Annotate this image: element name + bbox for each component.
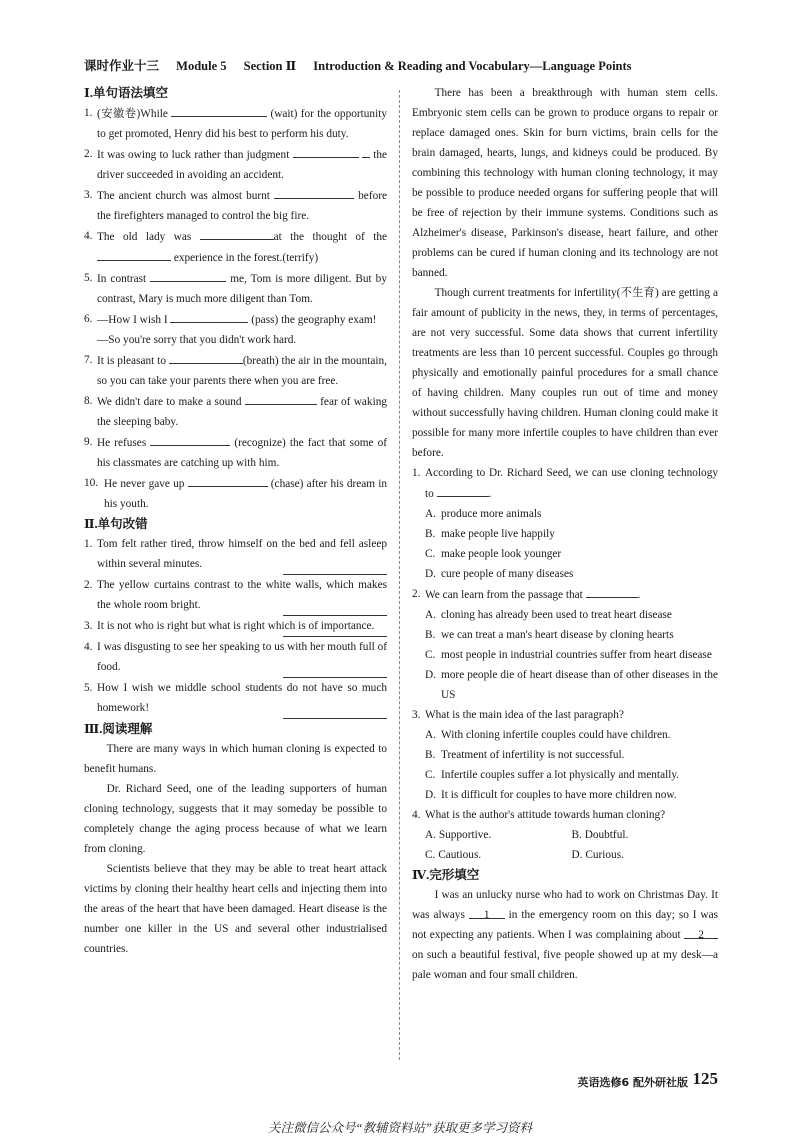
reading-question: 4. What is the author's attitude towards human cloning? <box>412 809 666 821</box>
page-number: 125 <box>692 1069 718 1088</box>
reading-question: 3. What is the main idea of the last paragraph? <box>412 709 624 721</box>
reading-question: 2. We can learn from the passage that . <box>412 584 718 605</box>
answer-blank[interactable] <box>170 309 248 323</box>
grammar-q10: 10. He never gave up (chase) after his dream in his youth. <box>84 473 387 514</box>
cloze-paragraph: I was an unlucky nurse who had to work on Christmas Day. It was always 1 in the emergency room on this day; so I was not expecting any patients. When I was complaining about 2 on such a beautiful festival, five people showed up at my desk—a pale woman and four small children. <box>412 889 718 981</box>
column-divider <box>399 90 400 1060</box>
lesson-label: 课时作业十三 <box>84 59 160 73</box>
option-choice[interactable]: A. Supportive. <box>425 829 492 841</box>
option-choice[interactable]: D. It is difficult for couples to have more children now. <box>425 789 677 801</box>
section2-title: Ⅱ.单句改错 <box>84 517 148 531</box>
grammar-q8: 8. We didn't dare to make a sound fear of waking the sleeping baby. <box>84 391 387 432</box>
grammar-q9: 9. He refuses (recognize) the fact that some of his classmates are catching up with him. <box>84 432 387 473</box>
left-column <box>84 83 387 959</box>
answer-blank[interactable] <box>150 268 226 282</box>
correction-blank[interactable] <box>283 718 387 719</box>
option-choice[interactable]: A. produce more animals <box>425 508 542 520</box>
answer-blank[interactable] <box>200 226 274 240</box>
passage-paragraph: There are many ways in which human cloning is expected to benefit humans. <box>84 743 387 775</box>
answer-blank[interactable] <box>586 584 638 598</box>
module-label: Module 5 <box>176 59 227 73</box>
passage-paragraph: Scientists believe that they may be able to treat heart attack victims by cloning their healthy heart cells and injecting them into the areas of the heart that have been damaged. Heart disease is the number one killer in the US and several other industrialised countries. <box>84 863 387 955</box>
passage-paragraph: Though current treatments for infertility(不生育) are getting a fair amount of publicity in the news, they, in terms of percentages, are not very successful. Some data shows that current infertility treatments are less than 10 percent successful. Couples go through physically and emotionally painful procedures for a small chance of having children. Many couples run out of time and money without successfully having children. Human cloning could make it possible for many more infertile couples to have children than ever before. <box>412 287 718 459</box>
option-choice[interactable]: C. Cautious. <box>425 849 482 861</box>
correction-item: 5. How I wish we middle school students do not have so much homework! <box>84 678 387 719</box>
passage-paragraph: Dr. Richard Seed, one of the leading supporters of human cloning technology, suggests that it may someday be possible to completely change the aging process because of what we learn from cloning. <box>84 783 387 855</box>
correction-item: 3. It is not who is right but what is right which is of importance. <box>84 616 387 637</box>
passage-paragraph: There has been a breakthrough with human stem cells. Embryonic stem cells can be grown to produce organs to repair or replace damaged ones. Skin for burn victims, brain cells for the brain damaged, hearts, lungs, and kidneys could be produced. By combining this technology with human cloning technology, it may be possible to produce needed organs for suffering people that will be free of rejection by their immune systems. Conditions such as Alzheimer's disease, Parkinson's disease, heart failure, and other problems can be cured if human cloning and its technology are not banned. <box>412 87 718 279</box>
option-choice[interactable]: C. most people in industrial countries suffer from heart disease <box>425 649 712 661</box>
grammar-q3: 3. The ancient church was almost burnt before the firefighters managed to control the big fire. <box>84 185 387 226</box>
cloze-blank-2[interactable]: 2 <box>684 925 718 939</box>
option-choice[interactable]: C. make people look younger <box>425 548 562 560</box>
option-choice[interactable]: A. With cloning infertile couples could have children. <box>425 729 671 741</box>
answer-blank[interactable] <box>437 483 489 497</box>
option-choice[interactable]: B. we can treat a man's heart disease by cloning hearts <box>425 629 674 641</box>
option-choice[interactable]: D. Curious. <box>571 849 624 861</box>
answer-blank[interactable] <box>274 185 354 199</box>
page-header <box>84 56 734 74</box>
footer-note: 关注微信公众号“教辅资料站”获取更多学习资料 <box>268 1121 532 1135</box>
option-choice[interactable]: D. more people die of heart disease than of other diseases in the US <box>425 669 718 701</box>
option-choice[interactable]: A. cloning has already been used to treat heart disease <box>425 609 672 621</box>
correction-list <box>84 534 387 719</box>
topic-label: Introduction & Reading and Vocabulary—Language Points <box>313 59 632 73</box>
correction-item: 4. I was disgusting to see her speaking to us with her mouth full of food. <box>84 637 387 678</box>
section-label: Section Ⅱ <box>243 59 297 73</box>
answer-blank[interactable] <box>188 473 268 487</box>
section1-title: Ⅰ.单句语法填空 <box>84 86 168 100</box>
answer-blank[interactable] <box>150 432 230 446</box>
grammar-q7: 7. It is pleasant to (breath) the air in the mountain, so you can take your parents there when you are free. <box>84 350 387 391</box>
answer-blank[interactable] <box>97 247 171 261</box>
reading-question: 1. According to Dr. Richard Seed, we can use cloning technology to . <box>412 467 718 500</box>
option-choice[interactable]: C. Infertile couples suffer a lot physically and mentally. <box>425 769 680 781</box>
answer-blank[interactable] <box>171 103 267 117</box>
grammar-q2: 2. It was owing to luck rather than judgment the driver succeeded in avoiding an accident. <box>84 144 387 185</box>
grammar-q5: 5. In contrast me, Tom is more diligent. But by contrast, Mary is much more diligent than Tom. <box>84 268 387 309</box>
correction-item: 1. Tom felt rather tired, throw himself on the bed and fell asleep within several minutes. <box>84 534 387 575</box>
answer-blank[interactable] <box>245 391 317 405</box>
section4-title: Ⅳ.完形填空 <box>412 868 480 882</box>
book-tag: 英语选修6 配外研社版 <box>577 1076 688 1089</box>
right-column <box>412 83 718 985</box>
option-choice[interactable]: B. make people live happily <box>425 528 555 540</box>
grammar-q4: 4. The old lady was at the thought of the experience in the forest.(terrify) <box>84 226 387 268</box>
grammar-q1: 1. (安徽卷)While (wait) for the opportunity to get promoted, Henry did his best to perform his duty. <box>84 103 387 144</box>
answer-blank[interactable] <box>169 350 243 364</box>
option-choice[interactable]: B. Treatment of infertility is not successful. <box>425 749 625 761</box>
option-choice[interactable]: B. Doubtful. <box>571 829 629 841</box>
grammar-q6: 6. —How I wish I (pass) the geography exam! —So you're sorry that you didn't work hard. <box>84 309 387 350</box>
correction-item: 2. The yellow curtains contrast to the white walls, which makes the whole room bright. <box>84 575 387 616</box>
option-choice[interactable]: D. cure people of many diseases <box>425 568 574 580</box>
section3-title: Ⅲ.阅读理解 <box>84 722 153 736</box>
reading-questions <box>412 463 718 865</box>
answer-blank[interactable] <box>293 144 359 158</box>
cloze-blank-1[interactable]: 1 <box>469 905 505 919</box>
